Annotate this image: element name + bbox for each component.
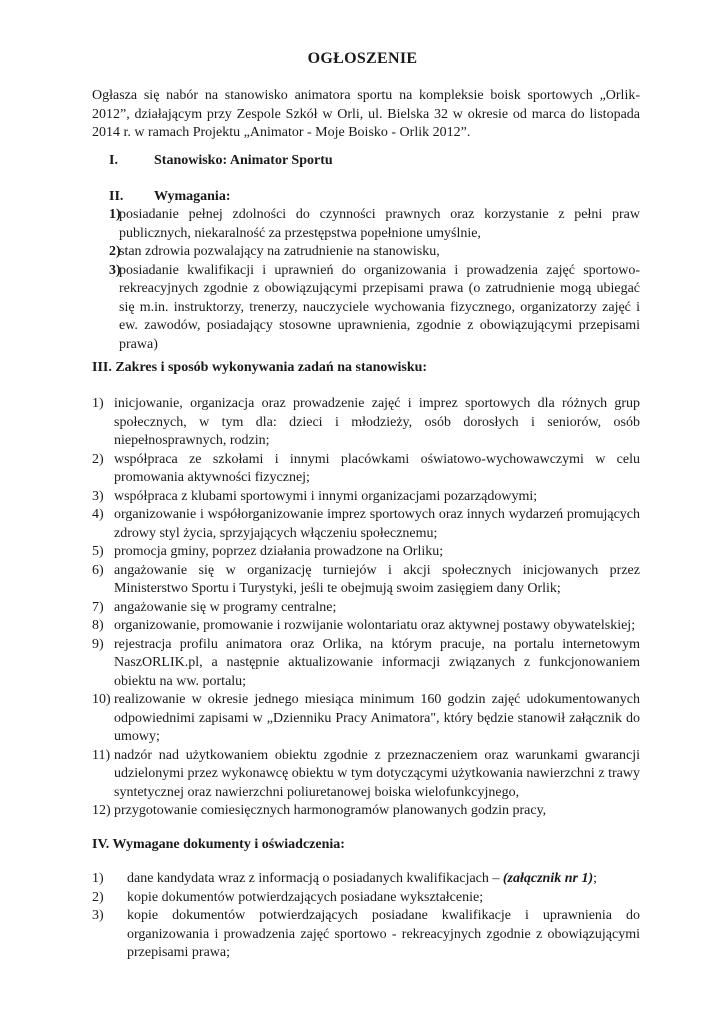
list-item: 1) posiadanie pełnej zdolności do czynności prawnych oraz korzystanie z pełni praw publicznych, niekaralność za przestępstwa popełnione umyślnie,: [109, 207, 640, 241]
section-heading-tasks: III. Zakres i sposób wykonywania zadań na stanowisku:: [92, 360, 428, 375]
list-item: 12) przygotowanie comiesięcznych harmonogramów planowanych godzin pracy,: [92, 803, 547, 818]
list-item: 1) inicjowanie, organizacja oraz prowadzenie zajęć i imprez sportowych dla różnych grup społecznych, w tym dla: dzieci i młodzieży, osób dorosłych i seniorów, osób niepełnosprawnych, rodzin;: [92, 396, 640, 448]
section-title: Stanowisko: Animator Sportu: [154, 153, 333, 168]
list-item: 2) współpraca ze szkołami i innymi placówkami oświatowo-wychowawczymi w celu promowania aktywności fizycznej;: [92, 451, 640, 485]
page-title: OGŁOSZENIE: [307, 50, 418, 67]
documents-list: [92, 870, 640, 963]
section-number: II.: [109, 189, 124, 204]
list-item: 3) posiadanie kwalifikacji i uprawnień do organizowania i prowadzenia zajęć sportowo-rekreacyjnych zgodnie z obowiązującymi przepisami prawa (o zatrudnienie mogą ubiegać się m.in. instruktorzy, trenerzy, nauczyciele wychowania fizycznego, organizatorzy zajęć i ew. zawodów, posiadający stosowne uprawnienia, zgodnie z obowiązującymi przepisami prawa): [109, 262, 640, 352]
section-number: I.: [109, 153, 118, 168]
section-heading-documents: IV. Wymagane dokumenty i oświadczenia:: [92, 837, 345, 852]
list-item: 4) organizowanie i współorganizowanie imprez sportowych oraz innych wydarzeń promujących zdrowy styl życia, sprzyjających włączeniu społecznemu;: [92, 507, 640, 541]
tasks-list: [92, 395, 640, 821]
list-item: 7) angażowanie się w programy centralne;: [92, 599, 337, 615]
attachment-reference: (załącznik nr 1): [502, 871, 594, 886]
list-item: 9) rejestracja profilu animatora oraz Orlika, na którym pracuje, na portalu internetowym NaszORLIK.pl, a następnie aktualizowanie informacji związanych z funkcjonowaniem obiektu na ww. portalu;: [92, 636, 640, 689]
list-item: 1) dane kandydata wraz z informacją o posiadanych kwalifikacjach – (załącznik nr 1);: [92, 871, 598, 886]
list-item: 10) realizowanie w okresie jednego miesiąca minimum 160 godzin zajęć udokumentowanych odpowiednimi zapisami w „Dzienniku Pracy Animatora", który będzie stanowił załącznik do umowy;: [92, 692, 640, 744]
list-item: 5) promocja gminy, poprzez działania prowadzone na Orliku;: [92, 544, 444, 559]
list-item: 8) organizowanie, promowanie i rozwijanie wolontariatu oraz aktywnej postawy obywatelskiej;: [92, 618, 636, 633]
list-item: 3) kopie dokumentów potwierdzających posiadane kwalifikacje i uprawnienia do organizowania i prowadzenia zajęć sportowo - rekreacyjnych zgodnie z obowiązującymi przepisami prawa;: [92, 908, 640, 960]
section-title: Wymagania:: [154, 189, 231, 204]
requirements-list: [92, 206, 640, 354]
list-item: 2) stan zdrowia pozwalający na zatrudnienie na stanowisku,: [109, 244, 440, 259]
list-item: 3) współpraca z klubami sportowymi i innymi organizacjami pozarządowymi;: [92, 488, 538, 504]
intro-paragraph: Ogłasza się nabór na stanowisko animatora sportu na kompleksie boisk sportowych „Orlik-2012”, działającym przy Zespole Szkół w Orli, ul. Bielska 32 w okresie od marca do listopada 2014 r. w ramach Projektu „Animator - Moje Boisko - Orlik 2012”.: [92, 88, 640, 140]
list-item: 2) kopie dokumentów potwierdzających posiadane wykształcenie;: [92, 889, 484, 905]
list-item: 6) angażowanie się w organizację turniejów i akcji społecznych inicjowanych przez Ministerstwo Sportu i Turystyki, jeśli te obejmują swoim zasięgiem dany Orlik;: [92, 562, 640, 596]
list-item: 11) nadzór nad użytkowaniem obiektu zgodnie z przeznaczeniem oraz warunkami gwarancji udzielonymi przez wykonawcę obiektu w tym dotyczącymi użytkowania nawierzchni z trawy syntetycznej oraz nawierzchni poliuretanowej boiska wielofunkcyjnego,: [92, 747, 640, 800]
